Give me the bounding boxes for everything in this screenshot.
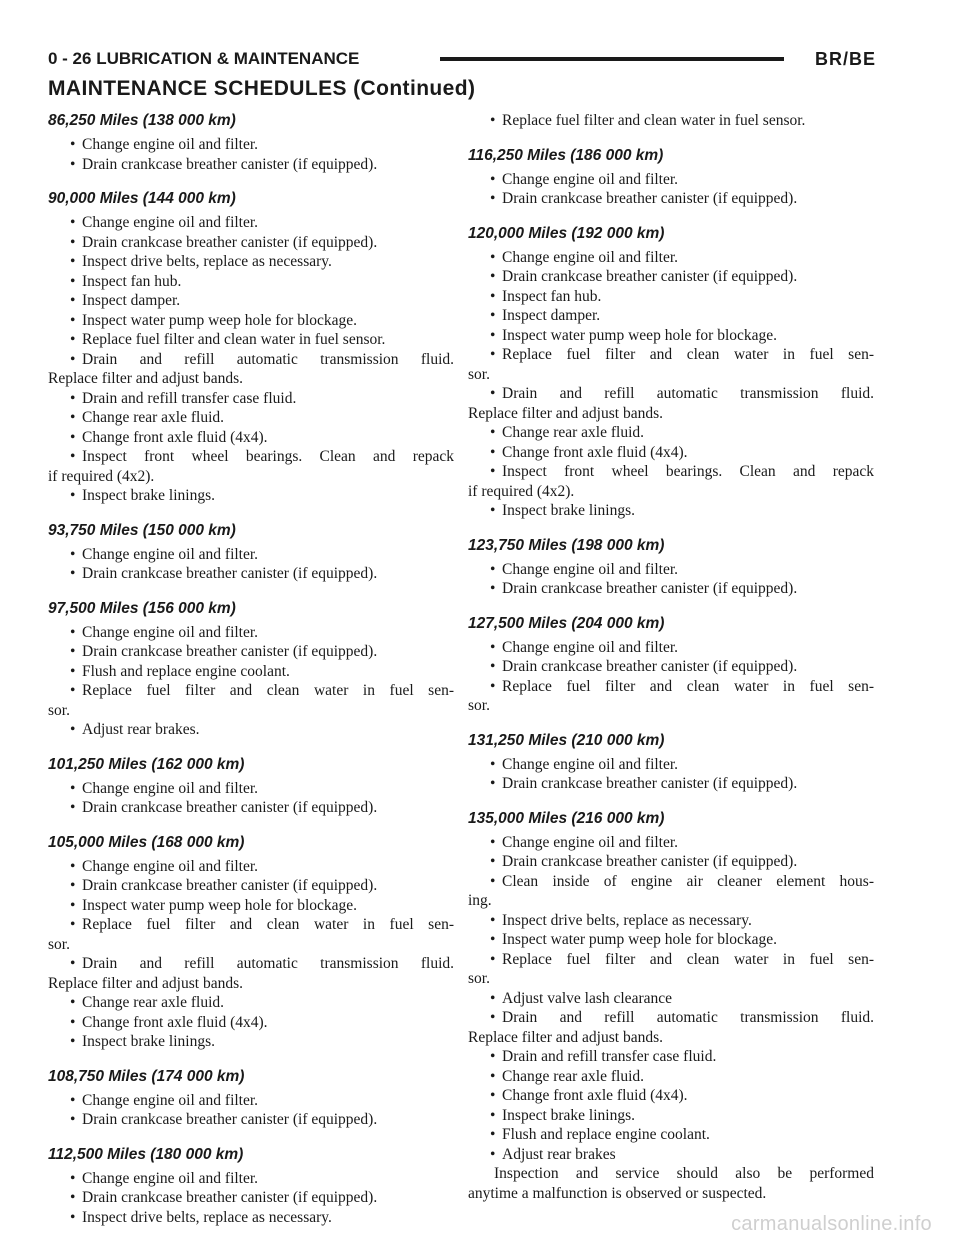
- bullet-item: [468, 1086, 874, 1106]
- bullet-item: [48, 311, 454, 331]
- item-text: Change engine oil and filter.: [82, 623, 259, 641]
- bullet-item: [468, 872, 874, 892]
- bullet-item: [48, 896, 454, 916]
- item-text: Drain crankcase breather canister (if equipped).: [502, 190, 798, 207]
- bullet-item: [48, 954, 454, 974]
- bullet-icon: •: [70, 331, 76, 348]
- item-text: Drain crankcase breather canister (if equipped).: [82, 155, 378, 173]
- bullet-item: [468, 462, 874, 482]
- item-text: Change engine oil and filter.: [502, 755, 679, 773]
- bullet-icon: •: [70, 428, 76, 446]
- item-text: Change engine oil and filter.: [502, 170, 679, 188]
- bullet-item: [48, 779, 454, 799]
- item-text: sor.: [48, 935, 70, 953]
- bullet-icon: •: [490, 463, 496, 480]
- bullet-item: [468, 423, 874, 443]
- bullet-item: [48, 1110, 454, 1130]
- mileage-heading: 105,000 Miles (168 000 km): [48, 833, 245, 851]
- bullet-icon: •: [70, 350, 76, 368]
- bullet-item: [48, 662, 454, 682]
- bullet-icon: •: [70, 409, 76, 426]
- item-text: Drain and refill transfer case fluid.: [502, 1048, 717, 1065]
- mileage-section: [468, 536, 874, 599]
- bullet-item: [48, 428, 454, 448]
- continuation-line: [48, 369, 454, 389]
- bullet-item: [468, 170, 874, 190]
- item-text: Change engine oil and filter.: [82, 857, 259, 875]
- item-text: Clean inside of engine air cleaner element hous-: [502, 872, 874, 890]
- bullet-icon: •: [490, 833, 496, 851]
- bullet-icon: •: [70, 721, 76, 738]
- bullet-item: [468, 248, 874, 268]
- item-text: sor.: [468, 970, 490, 987]
- item-text: Change front axle fluid (4x4).: [82, 428, 268, 446]
- bullet-item: [468, 1125, 874, 1145]
- item-text: Inspect water pump weep hole for blockage.: [502, 931, 778, 948]
- item-text: Inspect front wheel bearings. Clean and repack: [82, 448, 454, 465]
- bullet-item: [468, 267, 874, 287]
- bullet-item: [468, 1008, 874, 1028]
- item-text: Change front axle fluid (4x4).: [82, 1013, 268, 1031]
- bullet-icon: •: [70, 857, 76, 875]
- item-text: Change engine oil and filter.: [82, 779, 259, 797]
- bullet-icon: •: [70, 1111, 76, 1128]
- bullet-icon: •: [70, 1169, 76, 1187]
- bullet-item: [48, 291, 454, 311]
- bullet-item: [48, 486, 454, 506]
- bullet-item: [468, 950, 874, 970]
- continuation-line: [468, 969, 874, 989]
- bullet-icon: •: [70, 623, 76, 641]
- bullet-item: [48, 389, 454, 409]
- item-text: Replace fuel filter and clean water in fuel sen-: [82, 682, 454, 699]
- item-text: Drain crankcase breather canister (if equipped).: [82, 877, 378, 894]
- bullet-icon: •: [490, 248, 496, 266]
- continuation-line: [468, 404, 874, 424]
- bullet-item: [48, 408, 454, 428]
- item-text: Replace filter and adjust bands.: [468, 1028, 663, 1046]
- mileage-heading: 116,250 Miles (186 000 km): [468, 146, 664, 164]
- bullet-icon: •: [490, 307, 496, 324]
- item-text: Replace fuel filter and clean water in fuel sen-: [502, 346, 874, 363]
- bullet-item: [48, 798, 454, 818]
- mileage-heading: 131,250 Miles (210 000 km): [468, 731, 665, 749]
- continuation-line: [468, 1028, 874, 1048]
- item-text: Change engine oil and filter.: [502, 833, 679, 851]
- bullet-icon: •: [490, 775, 496, 792]
- bullet-icon: •: [70, 877, 76, 894]
- item-text: Drain crankcase breather canister (if equipped).: [502, 658, 798, 675]
- item-text: Change engine oil and filter.: [502, 560, 679, 578]
- continuation-line: [48, 701, 454, 721]
- bullet-icon: •: [70, 448, 76, 465]
- bullet-icon: •: [490, 1009, 496, 1026]
- mileage-section: [468, 809, 874, 1165]
- page-number-title: 0 - 26 LUBRICATION & MAINTENANCE: [48, 49, 360, 68]
- mileage-heading: 97,500 Miles (156 000 km): [48, 599, 236, 617]
- bullet-item: [468, 111, 874, 131]
- bullet-item: [48, 642, 454, 662]
- bullet-icon: •: [490, 755, 496, 773]
- bullet-item: [468, 911, 874, 931]
- bullet-item: [468, 443, 874, 463]
- bullet-icon: •: [70, 779, 76, 797]
- item-text: if required (4x2).: [48, 467, 155, 485]
- item-text: Change engine oil and filter.: [502, 248, 679, 266]
- bullet-icon: •: [70, 799, 76, 816]
- mileage-heading: 135,000 Miles (216 000 km): [468, 809, 665, 827]
- bullet-item: [468, 1106, 874, 1126]
- mileage-section: [48, 755, 454, 818]
- bullet-icon: •: [70, 487, 76, 504]
- mileage-heading: 112,500 Miles (180 000 km): [48, 1145, 244, 1163]
- bullet-icon: •: [70, 565, 76, 582]
- bullet-item: [468, 306, 874, 326]
- mileage-heading: 86,250 Miles (138 000 km): [48, 112, 236, 129]
- item-text: Change engine oil and filter.: [502, 638, 679, 656]
- bullet-item: [48, 993, 454, 1013]
- item-text: Change rear axle fluid.: [82, 994, 225, 1011]
- bullet-icon: •: [70, 896, 76, 914]
- item-text: Replace fuel filter and clean water in fuel sensor.: [502, 112, 806, 129]
- bullet-item: [48, 1091, 454, 1111]
- bullet-icon: •: [70, 311, 76, 329]
- bullet-item: [48, 720, 454, 740]
- bullet-item: [468, 287, 874, 307]
- bullet-icon: •: [490, 931, 496, 948]
- mileage-section: [468, 614, 874, 716]
- mileage-heading: 93,750 Miles (150 000 km): [48, 521, 236, 539]
- item-text: Adjust valve lash clearance: [502, 989, 672, 1007]
- bullet-icon: •: [490, 677, 496, 695]
- item-text: sor.: [468, 365, 490, 383]
- right-column: [468, 111, 874, 1203]
- bullet-icon: •: [70, 155, 76, 173]
- item-text: Drain and refill transfer case fluid.: [82, 389, 297, 407]
- bullet-item: [48, 876, 454, 896]
- bullet-icon: •: [70, 994, 76, 1011]
- bullet-icon: •: [70, 214, 76, 231]
- item-text: Drain crankcase breather canister (if equipped).: [502, 268, 798, 285]
- bullet-icon: •: [70, 136, 76, 153]
- note-line: anytime a malfunction is observed or suspected.: [468, 1184, 767, 1202]
- bullet-item: [468, 930, 874, 950]
- mileage-section: [48, 111, 454, 174]
- bullet-item: [468, 989, 874, 1009]
- continuation-line: [468, 696, 874, 716]
- item-text: Replace fuel filter and clean water in fuel sen-: [502, 950, 874, 968]
- bullet-icon: •: [70, 1091, 76, 1109]
- item-text: Drain crankcase breather canister (if equipped).: [82, 643, 378, 660]
- bullet-icon: •: [70, 682, 76, 699]
- item-text: Change engine oil and filter.: [82, 1169, 259, 1187]
- bullet-item: [48, 915, 454, 935]
- item-text: Inspect front wheel bearings. Clean and repack: [502, 463, 874, 480]
- item-text: Replace filter and adjust bands.: [468, 404, 663, 422]
- item-text: Drain crankcase breather canister (if equipped).: [82, 1189, 378, 1206]
- bullet-icon: •: [490, 1106, 496, 1124]
- left-column: [48, 111, 454, 1227]
- item-text: Change rear axle fluid.: [82, 409, 225, 426]
- item-text: Flush and replace engine coolant.: [502, 1126, 710, 1143]
- item-text: Inspect drive belts, replace as necessary.: [82, 253, 332, 270]
- item-text: Change rear axle fluid.: [502, 1067, 645, 1085]
- item-text: Change engine oil and filter.: [82, 136, 259, 153]
- item-text: Replace fuel filter and clean water in fuel sen-: [82, 916, 454, 933]
- mileage-section: [48, 599, 454, 740]
- bullet-item: [468, 755, 874, 775]
- bullet-icon: •: [490, 853, 496, 870]
- item-text: Inspect brake linings.: [82, 1033, 216, 1050]
- bullet-item: [48, 1169, 454, 1189]
- bullet-item: [468, 1145, 874, 1165]
- watermark: carmanualsonline.info: [731, 1213, 932, 1235]
- bullet-icon: •: [70, 292, 76, 309]
- item-text: Inspect damper.: [82, 292, 181, 309]
- item-text: Drain crankcase breather canister (if equipped).: [502, 853, 798, 870]
- bullet-icon: •: [490, 1087, 496, 1104]
- mileage-section: [48, 1145, 454, 1228]
- mileage-heading: 127,500 Miles (204 000 km): [468, 614, 665, 632]
- bullet-icon: •: [490, 190, 496, 207]
- item-text: Inspect brake linings.: [82, 487, 216, 504]
- bullet-icon: •: [70, 643, 76, 660]
- item-text: Drain and refill automatic transmission fluid.: [502, 1009, 874, 1026]
- bullet-item: [468, 1047, 874, 1067]
- mileage-section: [468, 731, 874, 794]
- item-text: Change front axle fluid (4x4).: [502, 443, 688, 461]
- bullet-icon: •: [490, 385, 496, 402]
- bullet-item: [48, 1032, 454, 1052]
- item-text: Inspect water pump weep hole for blockage.: [502, 326, 778, 344]
- item-text: Drain and refill automatic transmission fluid.: [82, 955, 454, 972]
- item-text: Drain and refill automatic transmission fluid.: [82, 350, 454, 368]
- item-text: Change engine oil and filter.: [82, 545, 259, 563]
- bullet-icon: •: [490, 443, 496, 461]
- mileage-section: [468, 224, 874, 521]
- bullet-icon: •: [70, 1033, 76, 1050]
- item-text: Flush and replace engine coolant.: [82, 662, 290, 680]
- bullet-item: [468, 1067, 874, 1087]
- mileage-heading: 90,000 Miles (144 000 km): [48, 190, 236, 207]
- mileage-heading: 108,750 Miles (174 000 km): [48, 1067, 245, 1085]
- bullet-icon: •: [490, 989, 496, 1007]
- bullet-icon: •: [490, 1126, 496, 1143]
- continuation-line: [468, 365, 874, 385]
- bullet-item: [48, 857, 454, 877]
- item-text: Inspect drive belts, replace as necessary.: [82, 1208, 332, 1226]
- bullet-icon: •: [70, 1013, 76, 1031]
- bullet-icon: •: [490, 658, 496, 675]
- continuation-line: [48, 974, 454, 994]
- bullet-icon: •: [490, 424, 496, 441]
- bullet-item: [468, 657, 874, 677]
- item-text: Drain crankcase breather canister (if equipped).: [82, 565, 378, 582]
- item-text: ing.: [468, 892, 492, 909]
- bullet-item: [48, 681, 454, 701]
- bullet-icon: •: [490, 112, 496, 129]
- bullet-item: [468, 501, 874, 521]
- continuation-line: [48, 467, 454, 487]
- bullet-item: [468, 774, 874, 794]
- closing-note: [468, 1164, 874, 1203]
- mileage-section: [48, 521, 454, 584]
- bullet-item: [468, 384, 874, 404]
- bullet-icon: •: [490, 268, 496, 285]
- bullet-icon: •: [490, 502, 496, 519]
- bullet-item: [468, 852, 874, 872]
- item-text: Inspect brake linings.: [502, 1106, 636, 1124]
- mileage-section: [48, 833, 454, 1052]
- item-text: Drain crankcase breather canister (if equipped).: [82, 1111, 378, 1128]
- item-text: Inspect water pump weep hole for blockage.: [82, 896, 358, 914]
- bullet-item: [48, 135, 454, 155]
- item-text: Drain and refill automatic transmission fluid.: [502, 385, 874, 402]
- bullet-icon: •: [70, 545, 76, 563]
- bullet-icon: •: [70, 1189, 76, 1206]
- bullet-item: [48, 272, 454, 292]
- bullet-item: [468, 638, 874, 658]
- continuation-line: [468, 891, 874, 911]
- bullet-item: [48, 545, 454, 565]
- item-text: sor.: [468, 697, 490, 714]
- item-text: Drain crankcase breather canister (if equipped).: [82, 799, 378, 816]
- mileage-heading: 123,750 Miles (198 000 km): [468, 536, 665, 554]
- item-text: Inspect fan hub.: [82, 272, 182, 290]
- item-text: Replace filter and adjust bands.: [48, 370, 243, 387]
- continuation-line: [468, 482, 874, 502]
- header-rule: [440, 57, 784, 61]
- bullet-item: [48, 1013, 454, 1033]
- bullet-item: [48, 350, 454, 370]
- bullet-icon: •: [490, 950, 496, 968]
- bullet-item: [48, 564, 454, 584]
- bullet-icon: •: [70, 955, 76, 972]
- bullet-icon: •: [490, 170, 496, 188]
- item-text: Inspect drive belts, replace as necessary.: [502, 911, 752, 929]
- bullet-icon: •: [490, 638, 496, 656]
- bullet-item: [48, 213, 454, 233]
- bullet-icon: •: [70, 662, 76, 680]
- bullet-item: [468, 345, 874, 365]
- mileage-section: [48, 189, 454, 506]
- item-text: Inspect damper.: [502, 307, 601, 324]
- bullet-item: [48, 1188, 454, 1208]
- bullet-item: [468, 326, 874, 346]
- item-text: Inspect brake linings.: [502, 502, 636, 519]
- bullet-icon: •: [490, 326, 496, 344]
- bullet-item: [48, 155, 454, 175]
- section-title: MAINTENANCE SCHEDULES (Continued): [48, 77, 476, 100]
- mileage-section: [48, 1067, 454, 1130]
- item-text: Replace filter and adjust bands.: [48, 974, 243, 992]
- continuation-line: [48, 935, 454, 955]
- mileage-heading: 120,000 Miles (192 000 km): [468, 224, 665, 242]
- item-text: Adjust rear brakes: [502, 1145, 616, 1163]
- bullet-icon: •: [490, 911, 496, 929]
- item-text: Change front axle fluid (4x4).: [502, 1087, 688, 1104]
- bullet-item: [468, 677, 874, 697]
- item-text: sor.: [48, 701, 70, 719]
- bullet-icon: •: [490, 560, 496, 578]
- mileage-section: [468, 146, 874, 209]
- bullet-item: [48, 447, 454, 467]
- item-text: Change engine oil and filter.: [82, 214, 259, 231]
- bullet-item: [48, 233, 454, 253]
- bullet-icon: •: [490, 346, 496, 363]
- item-text: Change rear axle fluid.: [502, 424, 645, 441]
- bullet-icon: •: [490, 580, 496, 597]
- continued-items: [468, 111, 874, 131]
- note-line: Inspection and service should also be performed: [494, 1165, 874, 1182]
- bullet-item: [48, 623, 454, 643]
- item-text: Replace fuel filter and clean water in fuel sensor.: [82, 331, 386, 348]
- item-text: Drain crankcase breather canister (if equipped).: [502, 775, 798, 792]
- bullet-item: [468, 579, 874, 599]
- bullet-icon: •: [70, 916, 76, 933]
- mileage-heading: 101,250 Miles (162 000 km): [48, 755, 245, 773]
- bullet-icon: •: [70, 389, 76, 407]
- bullet-icon: •: [490, 1145, 496, 1163]
- bullet-icon: •: [70, 1208, 76, 1226]
- item-text: Inspect fan hub.: [502, 287, 602, 305]
- bullet-item: [48, 252, 454, 272]
- page-header: [48, 44, 876, 74]
- item-text: Replace fuel filter and clean water in fuel sen-: [502, 677, 874, 695]
- bullet-icon: •: [490, 872, 496, 890]
- bullet-icon: •: [70, 272, 76, 290]
- bullet-item: [468, 560, 874, 580]
- bullet-item: [468, 833, 874, 853]
- item-text: Change engine oil and filter.: [82, 1091, 259, 1109]
- item-text: Drain crankcase breather canister (if equipped).: [502, 580, 798, 597]
- item-text: Drain crankcase breather canister (if equipped).: [82, 233, 378, 251]
- item-text: Inspect water pump weep hole for blockage.: [82, 311, 358, 329]
- bullet-icon: •: [490, 287, 496, 305]
- bullet-icon: •: [70, 233, 76, 251]
- bullet-icon: •: [490, 1048, 496, 1065]
- bullet-icon: •: [490, 1067, 496, 1085]
- bullet-icon: •: [70, 253, 76, 270]
- item-text: if required (4x2).: [468, 482, 575, 500]
- model-code: BR/BE: [814, 49, 876, 69]
- item-text: Adjust rear brakes.: [82, 721, 200, 738]
- bullet-item: [48, 1208, 454, 1228]
- bullet-item: [468, 189, 874, 209]
- bullet-item: [48, 330, 454, 350]
